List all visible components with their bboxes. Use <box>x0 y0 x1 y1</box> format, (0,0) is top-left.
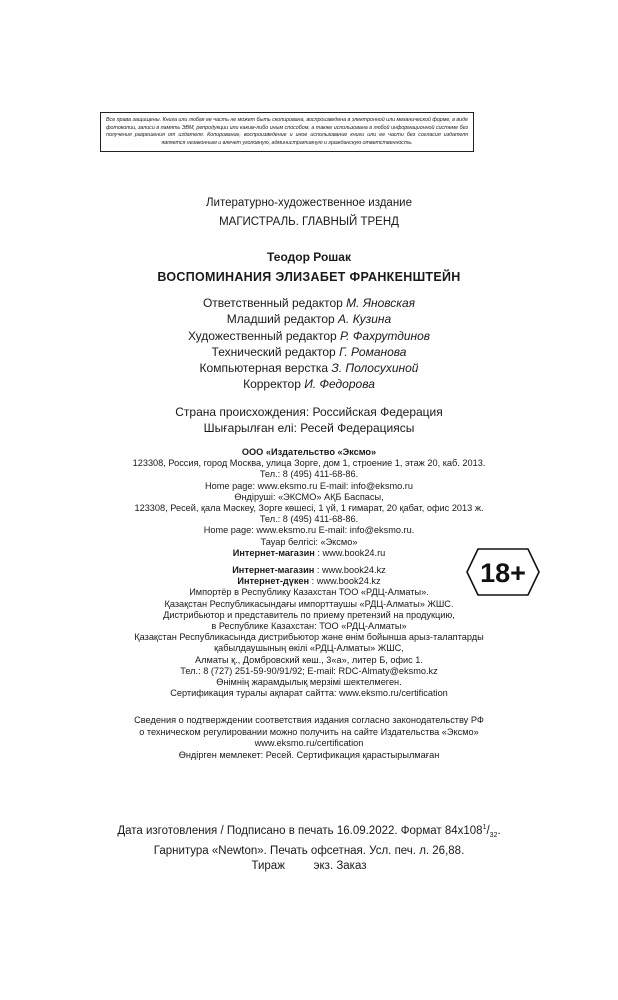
cert-note-line: www.eksmo.ru/certification <box>254 738 364 749</box>
cert-note-line: Сведения о подтверждении соответствия издания согласно законодательству РФ <box>134 715 484 725</box>
production-line1: Дата изготовления / Подписано в печать 16.09.2022. Формат 84x108 <box>117 824 483 837</box>
manufacturer-kz: Өндіруші: «ЭКСМО» АҚБ Баспасы, <box>234 491 384 502</box>
credits-list <box>0 295 618 393</box>
age-rating-badge <box>464 547 542 597</box>
phone-almaty: Тел.: 8 (727) 251-59-90/91/92; E-mail: RDC-Almaty@eksmo.kz <box>180 665 438 676</box>
credit-name: А. Кузина <box>338 312 392 327</box>
origin-kz: Шығарылған елі: Ресей Федерациясы <box>203 421 415 435</box>
credit-line <box>0 376 618 392</box>
copyright-notice-text: Все права защищены. Книга или любая ее часть не может быть скопирована, воспроизведена в электронной или механической форме, в виде фотокопии, записи в память ЭВМ, репродукции или каким-либо иным способом, а также использована в любой информационной системе без получения разрешения от издателя. Копирование, воспроизведение и иное использование книги или ее части без согласия издателя является незаконным и влечет уголовную, административную и гражданскую ответственность. <box>106 117 468 146</box>
credit-name: Р. Фахрутдинов <box>340 328 431 343</box>
credit-line <box>0 311 618 327</box>
credit-line <box>0 295 618 311</box>
credit-role: Ответственный редактор <box>202 296 343 310</box>
credit-name: Г. Романова <box>339 344 407 359</box>
publisher-phone-kz: Тел.: 8 (495) 411-68-86. <box>259 514 359 525</box>
format-denominator: 32 <box>489 832 498 840</box>
shop-url: : www.book24.kz <box>309 576 381 587</box>
cert-note-line: о техническом регулировании можно получить на сайте Издательства «Эксмо» <box>139 726 479 737</box>
series-name: МАГИСТРАЛЬ. ГЛАВНЫЙ ТРЕНД <box>219 216 399 228</box>
publisher-name: ООО «Издательство «Эксмо» <box>241 447 377 457</box>
address-almaty: Алматы қ., Домбровский көш., 3«а», литер Б, офис 1. <box>195 654 423 665</box>
credit-role: Технический редактор <box>211 344 336 359</box>
distributor-kz-1: Қазақстан Республикасында дистрибьютор және өнім бойынша арыз-талаптарды <box>134 632 484 643</box>
credit-line <box>0 328 618 344</box>
importer-ru: Импортёр в Республику Казахстан ТОО «РДЦ-Алматы». <box>189 587 429 598</box>
certification-note <box>0 715 618 761</box>
certification-kz: Сертификация туралы ақпарат сайтта: www.eksmo.ru/certification <box>170 688 448 699</box>
production-date-format: Дата изготовления / Подписано в печать 16.09.2022. Формат $84x108^1/_{32}$. <box>117 824 501 840</box>
credit-role: Младший редактор <box>226 312 335 327</box>
credit-role: Художественный редактор <box>187 328 337 343</box>
shop-label: Интернет-магазин <box>232 565 315 576</box>
shelf-life-kz: Өнімнің жарамдылық мерзімі шектелмеген. <box>216 677 402 688</box>
shop-label: Интернет-дүкен <box>237 576 310 587</box>
credit-name: З. Полосухиной <box>331 361 419 376</box>
format-numerator: 1 <box>482 824 487 831</box>
production-info <box>0 820 618 875</box>
credit-role: Компьютерная верстка <box>199 361 329 376</box>
publisher-address-ru: 123308, Россия, город Москва, улица Зорге, дом 1, строение 1, этаж 20, каб. 2013. <box>132 458 486 469</box>
publisher-phone-ru: Тел.: 8 (495) 411-68-86. <box>259 469 359 480</box>
production-typeface: Гарнитура «Newton». Печать офсетная. Усл. печ. л. 26,88. <box>153 844 465 857</box>
distributor-ru-2: в Республике Казахстан: ТОО «РДЦ-Алматы» <box>211 621 407 632</box>
importer-kz: Қазақстан Республикасындағы импорттаушы «РДЦ-Алматы» ЖШС. <box>164 598 454 609</box>
publisher-web-kz: Home page: www.eksmo.ru E-mail: info@eksmo.ru. <box>203 525 415 536</box>
production-line1-end: . <box>497 824 501 837</box>
publisher-web-ru: Home page: www.eksmo.ru E-mail: info@eksmo.ru <box>205 480 413 491</box>
distributor-ru-1: Дистрибьютор и представитель по приему претензий на продукцию, <box>163 609 455 620</box>
production-print-run: Тираж экз. Заказ <box>251 860 367 873</box>
shop-url: : www.book24.kz <box>314 565 386 576</box>
distributor-kz-2: қабылдаушының өкілі «РДЦ-Алматы» ЖШС, <box>214 643 404 654</box>
copyright-notice-box <box>100 112 474 152</box>
origin-ru: Страна происхождения: Российская Федерация <box>175 405 443 419</box>
shop-label: Интернет-магазин <box>232 547 315 558</box>
credit-name: И. Федорова <box>304 377 375 392</box>
country-of-origin <box>0 404 618 436</box>
shop-url: : www.book24.ru <box>314 547 386 558</box>
credit-line <box>0 360 618 376</box>
age-rating-text: 18+ <box>480 558 526 588</box>
publisher-address-kz: 123308, Ресей, қала Мәскеу, Зорге көшесі, 1 үй, 1 ғимарат, 20 қабат, офис 2013 ж. <box>134 503 484 514</box>
author-name: Теодор Рошак <box>267 250 351 264</box>
credit-name: М. Яновская <box>346 296 416 310</box>
credit-role: Корректор <box>243 377 301 392</box>
book-title: ВОСПОМИНАНИЯ ЭЛИЗАБЕТ ФРАНКЕНШТЕЙН <box>157 270 461 284</box>
edition-type: Литературно-художественное издание <box>205 197 413 209</box>
cert-note-line: Өндірген мемлекет: Ресей. Сертификация қарастырылмаған <box>178 749 440 760</box>
trademark-kz: Тауар белгісі: «Эксмо» <box>260 536 358 547</box>
credit-line <box>0 344 618 360</box>
